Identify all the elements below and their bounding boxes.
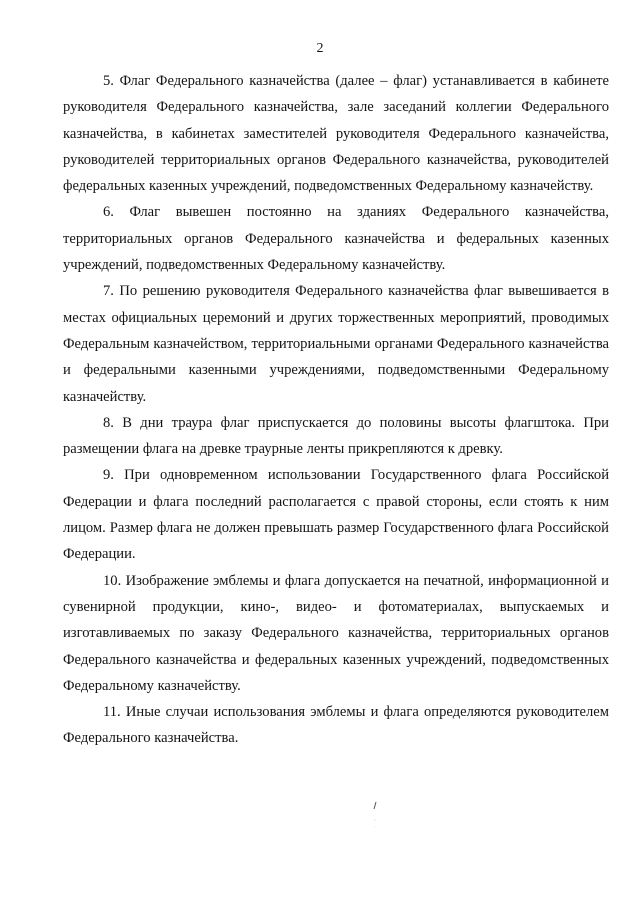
paragraph-8: 8. В дни траура флаг приспускается до половины высоты флагштока. При размещении флага на древке траурные ленты прикрепляются к древку. [63, 414, 609, 458]
paragraph-10: 10. Изображение эмблемы и флага допускается на печатной, информационной и сувенирной продукции, кино-, видео- и фотоматериалах, выпускаемых и изготавливаемых по заказу Федерального казначейства, территориальных органов Федерального казначейства и федеральных казенных учреждений, подведомственных Федеральному казначейству. [63, 572, 609, 694]
paragraph-6: 6. Флаг вывешен постоянно на зданиях Федерального казначейства, территориальных органов Федерального казначейства и федеральных казенных учреждений, подведомственных Федеральному казначейству. [63, 204, 609, 274]
document-body [63, 68, 609, 752]
paragraph-7: 7. По решению руководителя Федерального казначейства флаг вывешивается в местах официальных церемоний и других торжественных мероприятий, проводимых Федеральным казначейством, территориальными органами Федерального казначейства и федеральными казенными учреждениями, подведомственными Федеральному казначейству. [63, 283, 609, 405]
scan-speck-mark [371, 800, 379, 830]
paragraph-9: 9. При одновременном использовании Государственного флага Российской Федерации и флага последний располагается с правой стороны, если стоять к ним лицом. Размер флага не должен превышать размер Государственного флага Российской Федерации. [63, 467, 609, 563]
paragraph-5: 5. Флаг Федерального казначейства (далее – флаг) устанавливается в кабинете руководителя Федерального казначейства, зале заседаний коллегии Федерального казначейства, в кабинетах заместителей руководителя Федерального казначейства, руководителей территориальных органов Федерального казначейства, руководителей федеральных казенных учреждений, подведомственных Федеральному казначейству. [63, 73, 609, 195]
paragraph-11: 11. Иные случаи использования эмблемы и флага определяются руководителем Федерального казначейства. [63, 704, 609, 747]
page-number: 2 [316, 41, 324, 56]
